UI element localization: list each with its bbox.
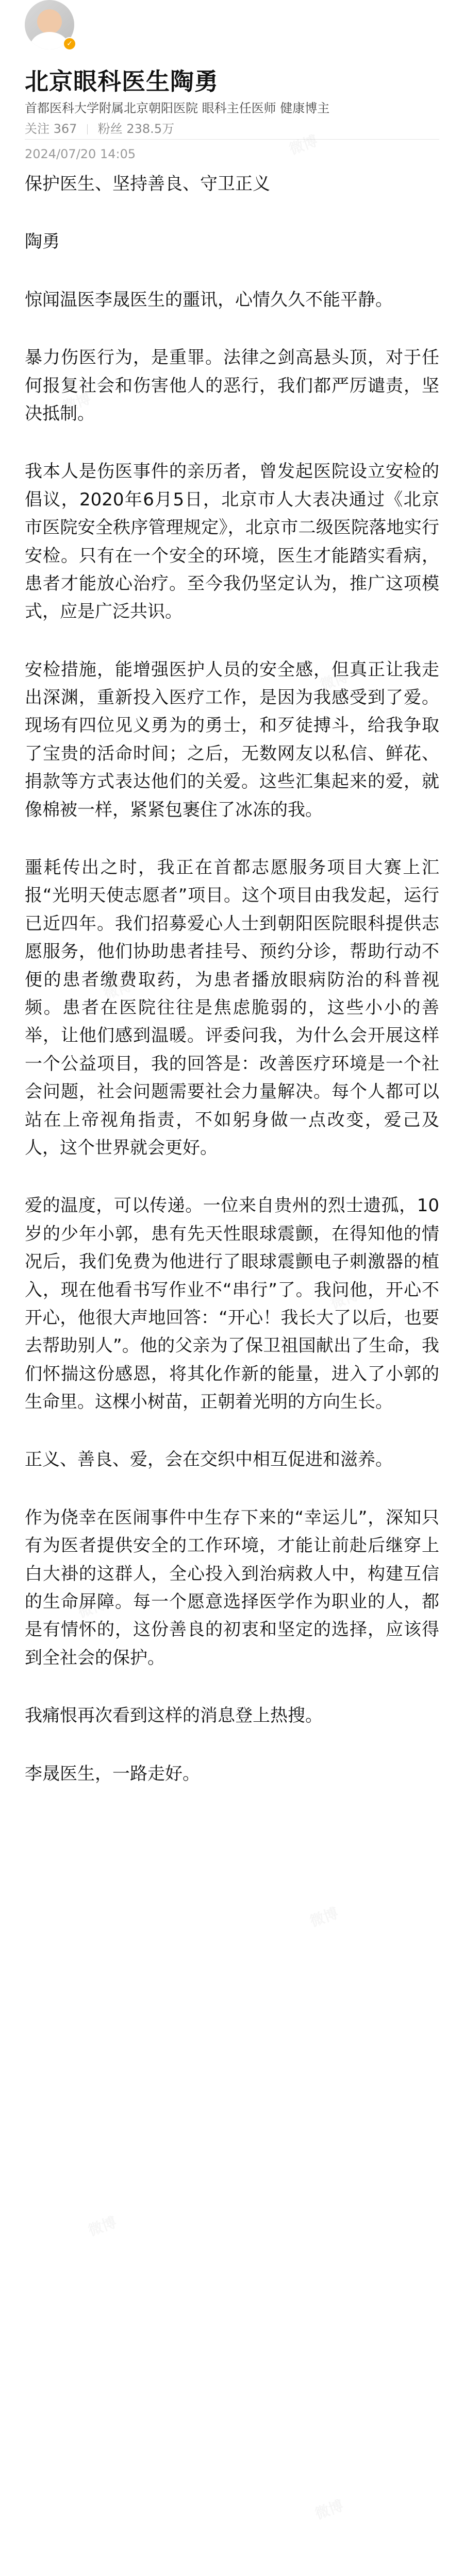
post-paragraph: 我痛恨再次看到这样的消息登上热搜。 (25, 1705, 323, 1726)
fans-label[interactable]: 粉丝 (97, 122, 123, 136)
header-divider (25, 139, 439, 140)
stats-separator (87, 124, 88, 134)
background-watermark (307, 1902, 341, 1931)
profile-stats (25, 118, 174, 137)
post-date: 2024/07/20 14:05 (25, 147, 136, 161)
fans-count[interactable]: 238.5万 (126, 122, 175, 136)
background-watermark (312, 2495, 346, 2524)
post-paragraph: 爱的温度，可以传递。一位来自贵州的烈士遗孤，10岁的少年小郭，患有先天性眼球震颤，在得知他的情况后，我们免费为他进行了眼球震颤电子刺激器的植入，现在他看书写作业不“串行”了。我问他，开心不开心，他很大声地回答：“开心！我长大了以后，也要去帮助别人”。他的父亲为了保卫祖国献出了生命，我们怀揣这份感恩，将其化作新的能量，进入了小郭的生命里。这棵小树苗，正朝着光明的方向生长。 (25, 1195, 439, 1413)
post-paragraph: 安检措施，能增强医护人员的安全感，但真正让我走出深渊，重新投入医疗工作，是因为我感受到了爱。现场有四位见义勇为的勇士，和歹徒搏斗，给我争取了宝贵的活命时间；之后，无数网友以私信、鲜花、捐款等方式表达他们的关爱。这些汇集起来的爱，就像棉被一样，紧紧包裹住了冰冻的我。 (25, 659, 439, 820)
follow-label[interactable]: 关注 (25, 122, 49, 136)
avatar-face (37, 9, 62, 34)
post-paragraph: 保护医生、坚持善良、守卫正义 (25, 174, 270, 194)
post-paragraph: 作为侥幸在医闹事件中生存下来的“幸运儿”，深知只有为医者提供安全的工作环境，才能让前赴后继穿上白大褂的这群人，全心投入到治病救人中，构建互信的生命屏障。每一个愿意选择医学作为职业的人，都是有情怀的，这份善良的初衷和坚定的选择，应该得到全社会的保护。 (25, 1507, 439, 1668)
profile-header (25, 0, 439, 165)
post-paragraph: 噩耗传出之时，我正在首都志愿服务项目大赛上汇报“光明天使志愿者”项目。这个项目由我发起，运行已近四年。我们招募爱心人士到朝阳医院眼科提供志愿服务，他们协助患者挂号、预约分诊，帮助行动不便的患者缴费取药，为患者播放眼病防治的科普视频。患者在医院往往是焦虑脆弱的，这些小小的善举，让他们感到温暖。评委问我，为什么会开展这样一个公益项目，我的回答是：改善医疗环境是一个社会问题，社会问题需要社会力量解决。每个人都可以站在上帝视角指责，不如躬身做一点改变，爱己及人，这个世界就会更好。 (25, 857, 439, 1158)
follow-count[interactable]: 367 (53, 122, 77, 136)
post-content (25, 170, 439, 1818)
post-paragraph: 正义、善良、爱，会在交织中相互促进和滋养。 (25, 1449, 393, 1470)
profile-name[interactable]: 北京眼科医生陶勇 (25, 67, 219, 95)
post-paragraph: 陶勇 (25, 231, 60, 252)
post-paragraph: 惊闻温医李晟医生的噩讯，心情久久不能平静。 (25, 289, 393, 310)
post-paragraph: 我本人是伤医事件的亲历者，曾发起医院设立安检的倡议，2020年6月5日，北京市人大表决通过《北京市医院安全秩序管理规定》，北京市二级医院落地实行安检。只有在一个安全的环境，医生才能踏实看病，患者才能放心治疗。至今我仍坚定认为，推广这项模式，应是广泛共识。 (25, 461, 439, 622)
background-watermark (85, 2211, 119, 2241)
post-paragraph: 暴力伤医行为，是重罪。法律之剑高悬头顶，对于任何报复社会和伤害他人的恶行，我们都严厉谴责，坚决抵制。 (25, 347, 439, 424)
post-paragraph: 李晟医生，一路走好。 (25, 1763, 200, 1784)
verified-badge-icon: ✓ (63, 37, 76, 50)
profile-subtitle: 首都医科大学附属北京朝阳医院 眼科主任医师 健康博主 (25, 101, 330, 115)
